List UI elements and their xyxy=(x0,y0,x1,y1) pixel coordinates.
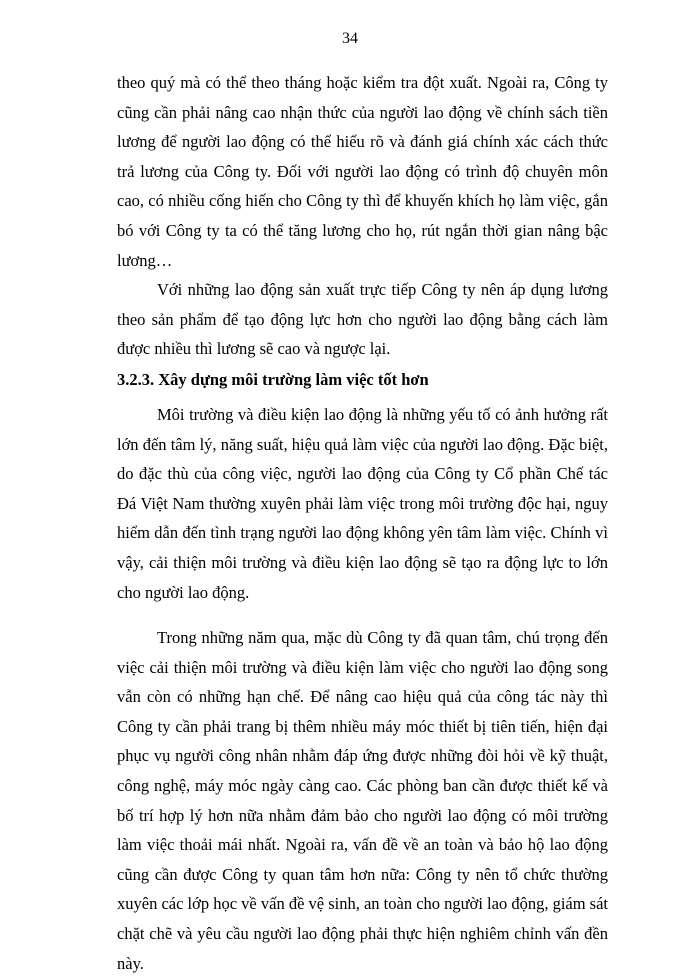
paragraph-product-wage: Với những lao động sản xuất trực tiếp Công ty nên áp dụng lương theo sản phẩm để tạo động lực hơn cho người lao động bằng cách làm được nhiều thì lương sẽ cao và ngược lại. xyxy=(117,280,608,359)
page-body xyxy=(117,68,608,978)
section-heading: 3.2.3. Xây dựng môi trường làm việc tốt hơn xyxy=(117,369,429,389)
page-number: 34 xyxy=(342,30,358,47)
paragraph-salary-review: theo quý mà có thể theo tháng hoặc kiểm tra đột xuất. Ngoài ra, Công ty cũng cần phải nâng cao nhận thức của người lao động về chính sách tiền lương để người lao động có thể hiểu rõ và đánh giá chính xác cách thức trả lương của Công ty. Đối với người lao động có trình độ chuyên môn cao, có nhiều cống hiến cho Công ty thì để khuyến khích họ làm việc, gắn bó với Công ty ta có thể tăng lương cho họ, rút ngắn thời gian nâng bậc lương… xyxy=(117,73,608,270)
paragraph-work-environment: Môi trường và điều kiện lao động là những yếu tố có ảnh hưởng rất lớn đến tâm lý, năng suất, hiệu quả làm việc của người lao động. Đặc biệt, do đặc thù của công việc, người lao động của Công ty Cổ phần Chế tác Đá Việt Nam thường xuyên phải làm việc trong môi trường độc hại, nguy hiểm dẫn đến tình trạng người lao động không yên tâm làm việc. Chính vì vậy, cải thiện môi trường và điều kiện lao động sẽ tạo ra động lực to lớn cho người lao động. xyxy=(117,404,608,602)
paragraph-improvements: Trong những năm qua, mặc dù Công ty đã quan tâm, chú trọng đến việc cải thiện môi trường và điều kiện làm việc cho người lao động song vẫn còn có những hạn chế. Để nâng cao hiệu quả của công tác này thì Công ty cần phải trang bị thêm nhiều máy móc thiết bị tiên tiến, hiện đại phục vụ người công nhân nhằm đáp ứng được những đòi hỏi về kỹ thuật, công nghệ, máy móc ngày càng cao. Các phòng ban cần được thiết kế và bố trí hợp lý hơn nữa nhằm đảm bảo cho người lao động có môi trường làm việc thoải mái nhất. Ngoài ra, vấn đề về an toàn và bảo hộ lao động cũng cần được Công ty quan tâm hơn nữa: Công ty nên tổ chức thường xuyên các lớp học về vấn đề vệ sinh, an toàn cho người lao động, giám sát chặt chẽ và yêu cầu người lao động phải thực hiện nghiêm chỉnh vấn đền này. xyxy=(117,628,609,973)
